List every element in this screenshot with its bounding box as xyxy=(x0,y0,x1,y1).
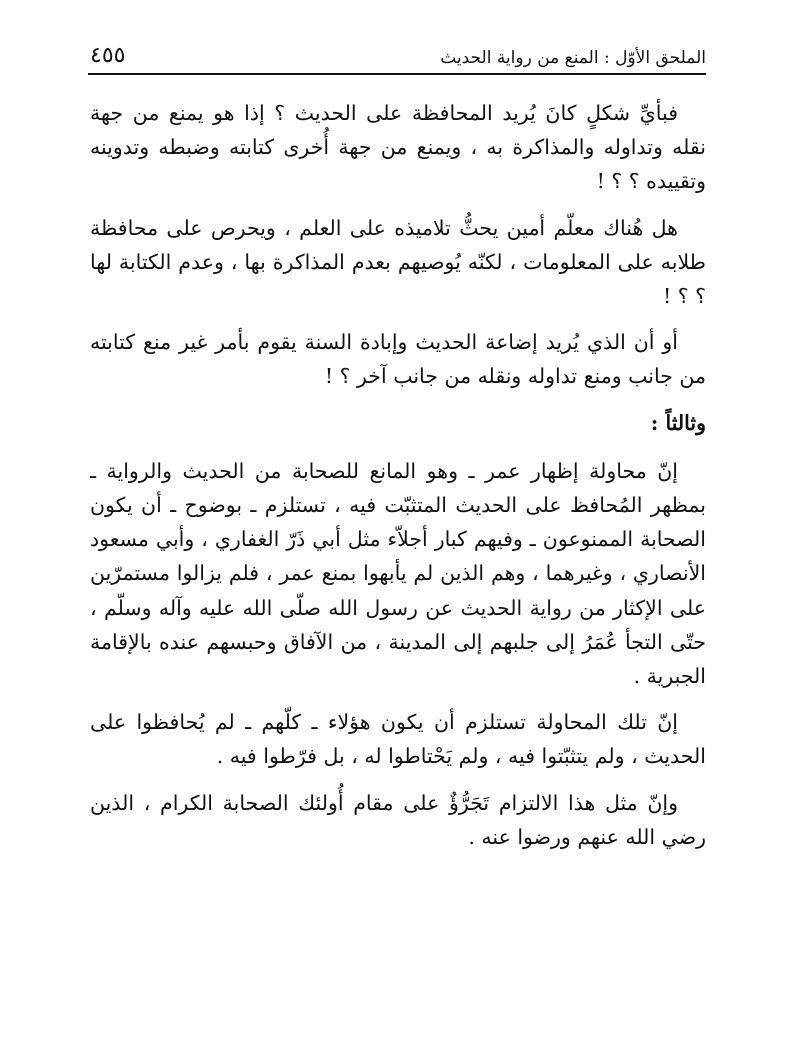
paragraph: هل هُناك معلّم أمين يحثُّ تلاميذه على العلم ، ويحرص على محافظة طلابه على المعلومات ، لكنّه يُوصيهم بعدم المذاكرة بها ، وعدم الكتابة لها ؟ ؟ ! xyxy=(90,215,706,309)
body-text xyxy=(90,96,706,866)
paragraph: إنّ تلك المحاولة تستلزم أن يكون هؤلاء ـ كلّهم ـ لم يُحافظوا على الحديث ، ولم يتثبّتوا فيه ، ولم يَحْتاطوا له ، بل فرّطوا فيه . xyxy=(90,710,706,769)
section-heading: وثالثاً : xyxy=(650,410,706,435)
paragraph: وإنّ مثل هذا الالتزام تَجَرُّؤٌ على مقام أُولئك الصحابة الكرام ، الذين رضي الله عنهم ورضوا عنه . xyxy=(90,790,706,849)
paragraph: أو أن الذي يُريد إضاعة الحديث وإبادة السنة يقوم بأمر غير منع كتابته من جانب ومنع تداوله ونقله من جانب آخر ؟ ! xyxy=(90,330,706,389)
header-rule xyxy=(88,73,706,75)
paragraph: إنّ محاولة إظهار عمر ـ وهو المانع للصحابة من الحديث والرواية ـ بمظهر المُحافظ على الحديث المتثبّت فيه ، تستلزم ـ بوضوح ـ أن يكون الصحابة الممنوعون ـ وفيهم كبار أجلاّء مثل أبي ذَرّ الغفاري ، وأبي مسعود الأنصاري ، وغيرهما ، وهم الذين لم يأبهوا بمنع عمر ، فلم يزالوا مستمرّين على الإكثار من رواية الحديث عن رسول الله صلّى الله عليه وآله وسلّم ، حتّى التجأ عُمَرُ إلى جلبهم إلى المدينة ، من الآفاق وحبسهم عنده بالإقامة الجبرية . xyxy=(90,458,706,689)
running-title: الملحق الأوّل : المنع من رواية الحديث xyxy=(440,48,706,68)
page-number: ٤٥٥ xyxy=(90,43,126,68)
page-header xyxy=(90,28,706,68)
paragraph: فبأيِّ شكلٍ كانَ يُريد المحافظة على الحديث ؟ إذا هو يمنع من جهة نقله وتداوله والمذاكرة به ، ويمنع من جهة أُخرى كتابته وضبطه وتدوينه وتقييده ؟ ؟ ! xyxy=(90,101,706,194)
